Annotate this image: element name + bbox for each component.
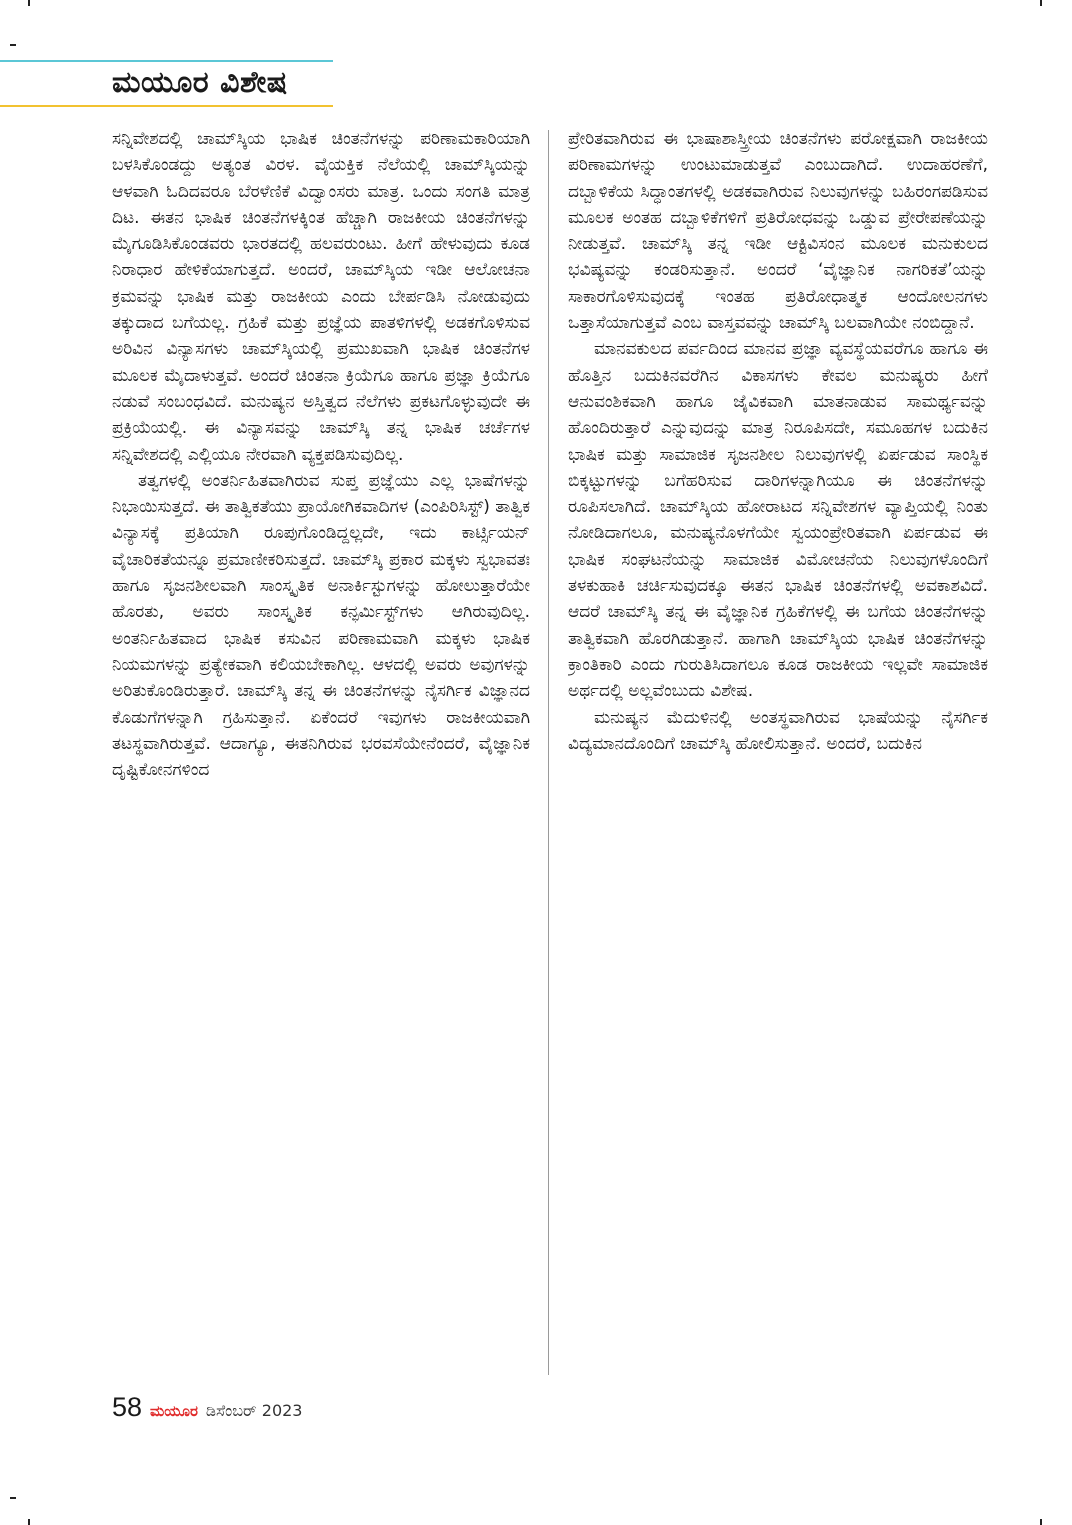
crop-mark-top-right-v bbox=[1040, 0, 1042, 6]
crop-mark-top-left bbox=[10, 44, 16, 46]
article-column-right bbox=[568, 126, 988, 1376]
crop-mark-bottom-right-v bbox=[1040, 1519, 1042, 1525]
issue-date: ಡಿಸೆಂಬರ್ 2023 bbox=[205, 1401, 303, 1420]
article-paragraph: ಮನುಷ್ಯನ ಮೆದುಳಿನಲ್ಲಿ ಅಂತಸ್ಥವಾಗಿರುವ ಭಾಷೆಯನ್ನು ನೈಸರ್ಗಿಕ ವಿದ್ಯಮಾನದೊಂದಿಗೆ ಚಾಮ್‌ಸ್ಕಿ ಹೋಲಿಸುತ್ತಾನೆ. ಅಂದರೆ, ಬದುಕಿನ bbox=[568, 707, 988, 754]
magazine-logo-text: ಮಯೂರ bbox=[150, 1402, 198, 1420]
page-number: 58 bbox=[112, 1392, 143, 1422]
article-paragraph: ಸನ್ನಿವೇಶದಲ್ಲಿ ಚಾಮ್‌ಸ್ಕಿಯ ಭಾಷಿಕ ಚಿಂತನೆಗಳನ್ನು ಪರಿಣಾಮಕಾರಿಯಾಗಿ ಬಳಸಿಕೊಂಡದ್ದು ಅತ್ಯಂತ ವಿರಳ. ವೈಯಕ್ತಿಕ ನೆಲೆಯಲ್ಲಿ ಚಾಮ್‌ಸ್ಕಿಯನ್ನು ಆಳವಾಗಿ ಓದಿದವರೂ ಬೆರಳೆಣಿಕೆ ವಿದ್ವಾಂಸರು ಮಾತ್ರ. ಒಂದು ಸಂಗತಿ ಮಾತ್ರ ದಿಟ. ಈತನ ಭಾಷಿಕ ಚಿಂತನೆಗಳಕ್ಕಿಂತ ಹೆಚ್ಚಾಗಿ ರಾಜಕೀಯ ಚಿಂತನೆಗಳನ್ನು ಮೈಗೂಡಿಸಿಕೊಂಡವರು ಭಾರತದಲ್ಲಿ ಹಲವರುಂಟು. ಹೀಗೆ ಹೇಳುವುದು ಕೂಡ ನಿರಾಧಾರ ಹೇಳಿಕೆಯಾಗುತ್ತದೆ. ಅಂದರೆ, ಚಾಮ್‌ಸ್ಕಿಯ ಇಡೀ ಆಲೋಚನಾ ಕ್ರಮವನ್ನು ಭಾಷಿಕ ಮತ್ತು ರಾಜಕೀಯ ಎಂದು ಬೇರ್ಪಡಿಸಿ ನೋಡುವುದು ತಕ್ಕುದಾದ ಬಗೆಯಲ್ಲ. ಗ್ರಹಿಕೆ ಮತ್ತು ಪ್ರಜ್ಞೆಯ ಪಾತಳಿಗಳಲ್ಲಿ ಅಡಕಗೊಳಿಸುವ ಅರಿವಿನ ವಿನ್ಯಾಸಗಳು ಚಾಮ್‌ಸ್ಕಿಯಲ್ಲಿ ಪ್ರಮುಖವಾಗಿ ಭಾಷಿಕ ಚಿಂತನೆಗಳ ಮೂಲಕ ಮೈದಾಳುತ್ತವೆ. ಅಂದರೆ ಚಿಂತನಾ ಕ್ರಿಯೆಗೂ ಹಾಗೂ ಪ್ರಜ್ಞಾ ಕ್ರಿಯೆಗೂ ನಡುವೆ ಸಂಬಂಧವಿದೆ. ಮನುಷ್ಯನ ಅಸ್ತಿತ್ವದ ನೆಲೆಗಳು ಪ್ರಕಟಗೊಳ್ಳುವುದೇ ಈ ಪ್ರಕ್ರಿಯೆಯಲ್ಲಿ. ಈ ವಿನ್ಯಾಸವನ್ನು ಚಾಮ್‌ಸ್ಕಿ ತನ್ನ ಭಾಷಿಕ ಚರ್ಚೆಗಳ ಸನ್ನಿವೇಶದಲ್ಲಿ ಎಲ್ಲಿಯೂ ನೇರವಾಗಿ ವ್ಯಕ್ತಪಡಿಸುವುದಿಲ್ಲ. bbox=[112, 129, 530, 465]
article-paragraph: ತತ್ವಗಳಲ್ಲಿ ಅಂತರ್ನಿಹಿತವಾಗಿರುವ ಸುಪ್ತ ಪ್ರಜ್ಞೆಯು ಎಲ್ಲ ಭಾಷೆಗಳನ್ನು ನಿಭಾಯಿಸುತ್ತದೆ. ಈ ತಾತ್ವಿಕತೆಯು ಪ್ರಾಯೋಗಿಕವಾದಿಗಳ (ಎಂಪಿರಿಸಿಸ್ಟ್) ತಾತ್ವಿಕ ವಿನ್ಯಾಸಕ್ಕೆ ಪ್ರತಿಯಾಗಿ ರೂಪುಗೊಂಡಿದ್ದಲ್ಲದೇ, ಇದು ಕಾರ್ಟ್ಸಿಯನ್ ವೈಚಾರಿಕತೆಯನ್ನೂ ಪ್ರಮಾಣೀಕರಿಸುತ್ತದೆ. ಚಾಮ್‌ಸ್ಕಿ ಪ್ರಕಾರ ಮಕ್ಕಳು ಸ್ವಭಾವತಃ ಹಾಗೂ ಸೃಜನಶೀಲವಾಗಿ ಸಾಂಸ್ಕೃತಿಕ ಅನಾರ್ಕಿಸ್ಟುಗಳನ್ನು ಹೋಲುತ್ತಾರೆಯೇ ಹೊರತು, ಅವರು ಸಾಂಸ್ಕೃತಿಕ ಕನ್ಫರ್ಮಿಸ್ಟ್‌ಗಳು ಆಗಿರುವುದಿಲ್ಲ. ಅಂತರ್ನಿಹಿತವಾದ ಭಾಷಿಕ ಕಸುವಿನ ಪರಿಣಾಮವಾಗಿ ಮಕ್ಕಳು ಭಾಷಿಕ ನಿಯಮಗಳನ್ನು ಪ್ರತ್ಯೇಕವಾಗಿ ಕಲಿಯಬೇಕಾಗಿಲ್ಲ. ಆಳದಲ್ಲಿ ಅವರು ಅವುಗಳನ್ನು ಅರಿತುಕೊಂಡಿರುತ್ತಾರೆ. ಚಾಮ್‌ಸ್ಕಿ ತನ್ನ ಈ ಚಿಂತನೆಗಳನ್ನು ನೈಸರ್ಗಿಕ ವಿಜ್ಞಾನದ ಕೊಡುಗೆಗಳನ್ನಾಗಿ ಗ್ರಹಿಸುತ್ತಾನೆ. ಏಕೆಂದರೆ ಇವುಗಳು ರಾಜಕೀಯವಾಗಿ ತಟಸ್ಥವಾಗಿರುತ್ತವೆ. ಆದಾಗ್ಯೂ, ಈತನಿಗಿರುವ ಭರವಸೆಯೇನೆಂದರೆ, ವೈಜ್ಞಾನಿಕ ದೃಷ್ಟಿಕೋನಗಳಿಂದ bbox=[112, 470, 530, 781]
article-paragraph: ಮಾನವಕುಲದ ಪರ್ವದಿಂದ ಮಾನವ ಪ್ರಜ್ಞಾ ವ್ಯವಸ್ಥೆಯವರೆಗೂ ಹಾಗೂ ಈ ಹೊತ್ತಿನ ಬದುಕಿನವರೆಗಿನ ವಿಕಾಸಗಳು ಕೇವಲ ಮನುಷ್ಯರು ಹೀಗೆ ಆನುವಂಶಿಕವಾಗಿ ಹಾಗೂ ಜೈವಿಕವಾಗಿ ಮಾತನಾಡುವ ಸಾಮರ್ಥ್ಯವನ್ನು ಹೊಂದಿರುತ್ತಾರೆ ಎನ್ನುವುದನ್ನು ಮಾತ್ರ ನಿರೂಪಿಸದೇ, ಸಮೂಹಗಳ ಬದುಕಿನ ಭಾಷಿಕ ಮತ್ತು ಸಾಮಾಜಿಕ ಸೃಜನಶೀಲ ನಿಲುವುಗಳಲ್ಲಿ ಏರ್ಪಡುವ ಸಾಂಸ್ಥಿಕ ಬಿಕ್ಕಟ್ಟುಗಳನ್ನು ಬಗೆಹರಿಸುವ ದಾರಿಗಳನ್ನಾಗಿಯೂ ಈ ಚಿಂತನೆಗಳನ್ನು ರೂಪಿಸಲಾಗಿದೆ. ಚಾಮ್‌ಸ್ಕಿಯ ಹೋರಾಟದ ಸನ್ನಿವೇಶಗಳ ವ್ಯಾಪ್ತಿಯಲ್ಲಿ ನಿಂತು ನೋಡಿದಾಗಲೂ, ಮನುಷ್ಯನೊಳಗೆಯೇ ಸ್ವಯಂಪ್ರೇರಿತವಾಗಿ ಏರ್ಪಡುವ ಈ ಭಾಷಿಕ ಸಂಘಟನೆಯನ್ನು ಸಾಮಾಜಿಕ ವಿಮೋಚನೆಯ ನಿಲುವುಗಳೊಂದಿಗೆ ತಳಕುಹಾಕಿ ಚರ್ಚಿಸುವುದಕ್ಕೂ ಈತನ ಭಾಷಿಕ ಚಿಂತನೆಗಳಲ್ಲಿ ಅವಕಾಶವಿದೆ. ಆದರೆ ಚಾಮ್‌ಸ್ಕಿ ತನ್ನ ಈ ವೈಜ್ಞಾನಿಕ ಗ್ರಹಿಕೆಗಳಲ್ಲಿ ಈ ಬಗೆಯ ಚಿಂತನೆಗಳನ್ನು ತಾತ್ವಿಕವಾಗಿ ಹೊರಗಿಡುತ್ತಾನೆ. ಹಾಗಾಗಿ ಚಾಮ್‌ಸ್ಕಿಯ ಭಾಷಿಕ ಚಿಂತನೆಗಳನ್ನು ಕ್ರಾಂತಿಕಾರಿ ಎಂದು ಗುರುತಿಸಿದಾಗಲೂ ಕೂಡ ರಾಜಕೀಯ ಇಲ್ಲವೇ ಸಾಮಾಜಿಕ ಅರ್ಥದಲ್ಲಿ ಅಲ್ಲವೆಂಬುದು ವಿಶೇಷ. bbox=[568, 339, 988, 702]
page-footer bbox=[112, 1392, 302, 1428]
crop-mark-bottom-left-v bbox=[28, 1519, 30, 1525]
crop-mark-bottom-left bbox=[10, 1497, 16, 1499]
article-paragraph: ಪ್ರೇರಿತವಾಗಿರುವ ಈ ಭಾಷಾಶಾಸ್ತ್ರೀಯ ಚಿಂತನೆಗಳು ಪರೋಕ್ಷವಾಗಿ ರಾಜಕೀಯ ಪರಿಣಾಮಗಳನ್ನು ಉಂಟುಮಾಡುತ್ತವೆ ಎಂಬುದಾಗಿದೆ. ಉದಾಹರಣೆಗೆ, ದಬ್ಬಾಳಿಕೆಯ ಸಿದ್ಧಾಂತಗಳಲ್ಲಿ ಅಡಕವಾಗಿರುವ ನಿಲುವುಗಳನ್ನು ಬಹಿರಂಗಪಡಿಸುವ ಮೂಲಕ ಅಂತಹ ದಬ್ಬಾಳಿಕೆಗಳಿಗೆ ಪ್ರತಿರೋಧವನ್ನು ಒಡ್ಡುವ ಪ್ರೇರೇಪಣೆಯನ್ನು ನೀಡುತ್ತವೆ. ಚಾಮ್‌ಸ್ಕಿ ತನ್ನ ಇಡೀ ಆಕ್ಟಿವಿಸಂನ ಮೂಲಕ ಮನುಕುಲದ ಭವಿಷ್ಯವನ್ನು ಕಂಡರಿಸುತ್ತಾನೆ. ಅಂದರೆ ‘ವೈಜ್ಞಾನಿಕ ನಾಗರಿಕತೆ’ಯನ್ನು ಸಾಕಾರಗೊಳಿಸುವುದಕ್ಕೆ ಇಂತಹ ಪ್ರತಿರೋಧಾತ್ಮಕ ಆಂದೋಲನಗಳು ಒತ್ತಾಸೆಯಾಗುತ್ತವೆ ಎಂಬ ವಾಸ್ತವವನ್ನು ಚಾಮ್‌ಸ್ಕಿ ಬಲವಾಗಿಯೇ ನಂಬಿದ್ದಾನೆ. bbox=[568, 129, 988, 334]
crop-mark-top-left-v bbox=[28, 0, 30, 6]
header-rule-bottom bbox=[0, 105, 333, 107]
column-divider bbox=[548, 130, 549, 1375]
section-title: ಮಯೂರ ವಿಶೇಷ bbox=[112, 65, 288, 100]
article-column-left bbox=[112, 126, 530, 1376]
